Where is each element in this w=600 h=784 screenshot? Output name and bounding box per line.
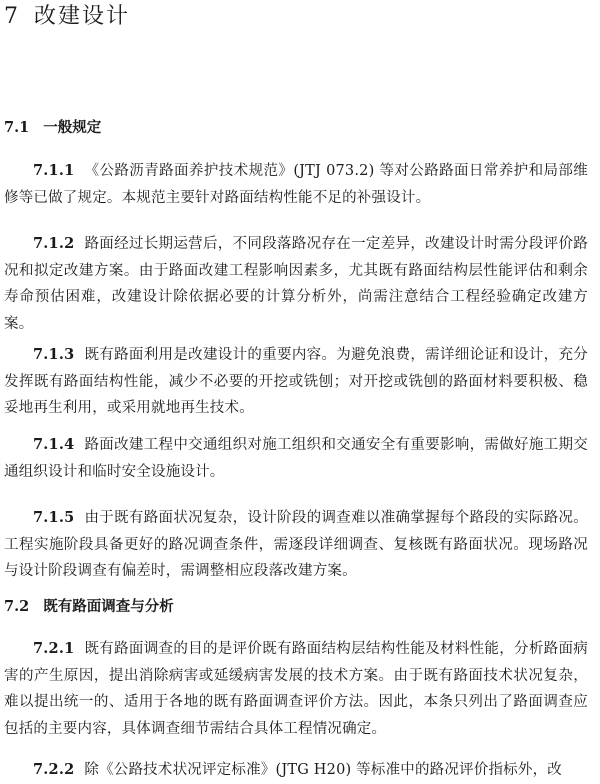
clause-number: 7.1.2 bbox=[33, 235, 75, 252]
clause-7-1-5 bbox=[4, 505, 588, 585]
clause-7-2-2 bbox=[4, 757, 588, 784]
clause-number: 7.1.4 bbox=[33, 436, 75, 453]
clause-number: 7.1.3 bbox=[33, 346, 75, 363]
clause-text: 除《公路技术状况评定标准》(JTG H20) 等标准中的路况评价指标外，改 bbox=[84, 762, 562, 778]
clause-7-1-4 bbox=[4, 432, 588, 485]
clause-7-1-1 bbox=[4, 158, 588, 211]
clause-number: 7.1.5 bbox=[33, 509, 75, 526]
clause-7-1-3 bbox=[4, 342, 588, 422]
section-heading-7-1 bbox=[4, 118, 101, 138]
section-title: 既有路面调查与分析 bbox=[43, 598, 174, 615]
section-number: 7.2 bbox=[4, 598, 30, 615]
section-heading-7-2 bbox=[4, 597, 174, 617]
clause-text: 既有路面调查的目的是评价既有路面结构层结构性能及材料性能，分析路面病害的产生原因，提出消除病害或延缓病害发展的技术方案。由于既有路面技术状况复杂，难以提出统一的、适用于各地的既有路面调查评价方法。因此，本条只列出了路面调查应包括的主要内容，具体调查细节需结合具体工程情况确定。 bbox=[4, 641, 588, 737]
chapter-title bbox=[4, 2, 130, 32]
clause-text: 由于既有路面状况复杂，设计阶段的调查难以准确掌握每个路段的实际路况。工程实施阶段具备更好的路况调查条件，需逐段详细调查、复核既有路面状况。现场路况与设计阶段调查有偏差时，需调整相应段落改建方案。 bbox=[4, 510, 588, 579]
chapter-title-text: 改建设计 bbox=[34, 4, 131, 29]
clause-number: 7.2.2 bbox=[33, 761, 75, 778]
section-number: 7.1 bbox=[4, 119, 30, 136]
clause-7-2-1 bbox=[4, 636, 588, 742]
clause-number: 7.2.1 bbox=[33, 640, 75, 657]
clause-text: 既有路面利用是改建设计的重要内容。为避免浪费，需详细论证和设计，充分发挥既有路面结构性能，减少不必要的开挖或铣刨；对开挖或铣刨的路面材料要积极、稳妥地再生利用，或采用就地再生技术。 bbox=[4, 347, 588, 416]
chapter-number: 7 bbox=[4, 4, 20, 29]
clause-text: 《公路沥青路面养护技术规范》(JTJ 073.2) 等对公路路面日常养护和局部维修等已做了规定。本规范主要针对路面结构性能不足的补强设计。 bbox=[4, 163, 588, 206]
clause-text: 路面经过长期运营后，不同段落路况存在一定差异，改建设计时需分段评价路况和拟定改建方案。由于路面改建工程影响因素多，尤其既有路面结构层性能评估和剩余寿命预估困难，改建设计除依据必要的计算分析外，尚需注意结合工程经验确定改建方案。 bbox=[4, 236, 588, 332]
section-title: 一般规定 bbox=[43, 119, 102, 136]
clause-number: 7.1.1 bbox=[33, 162, 75, 179]
clause-7-1-2 bbox=[4, 231, 588, 337]
clause-text: 路面改建工程中交通组织对施工组织和交通安全有重要影响，需做好施工期交通组织设计和临时安全设施设计。 bbox=[4, 437, 588, 480]
